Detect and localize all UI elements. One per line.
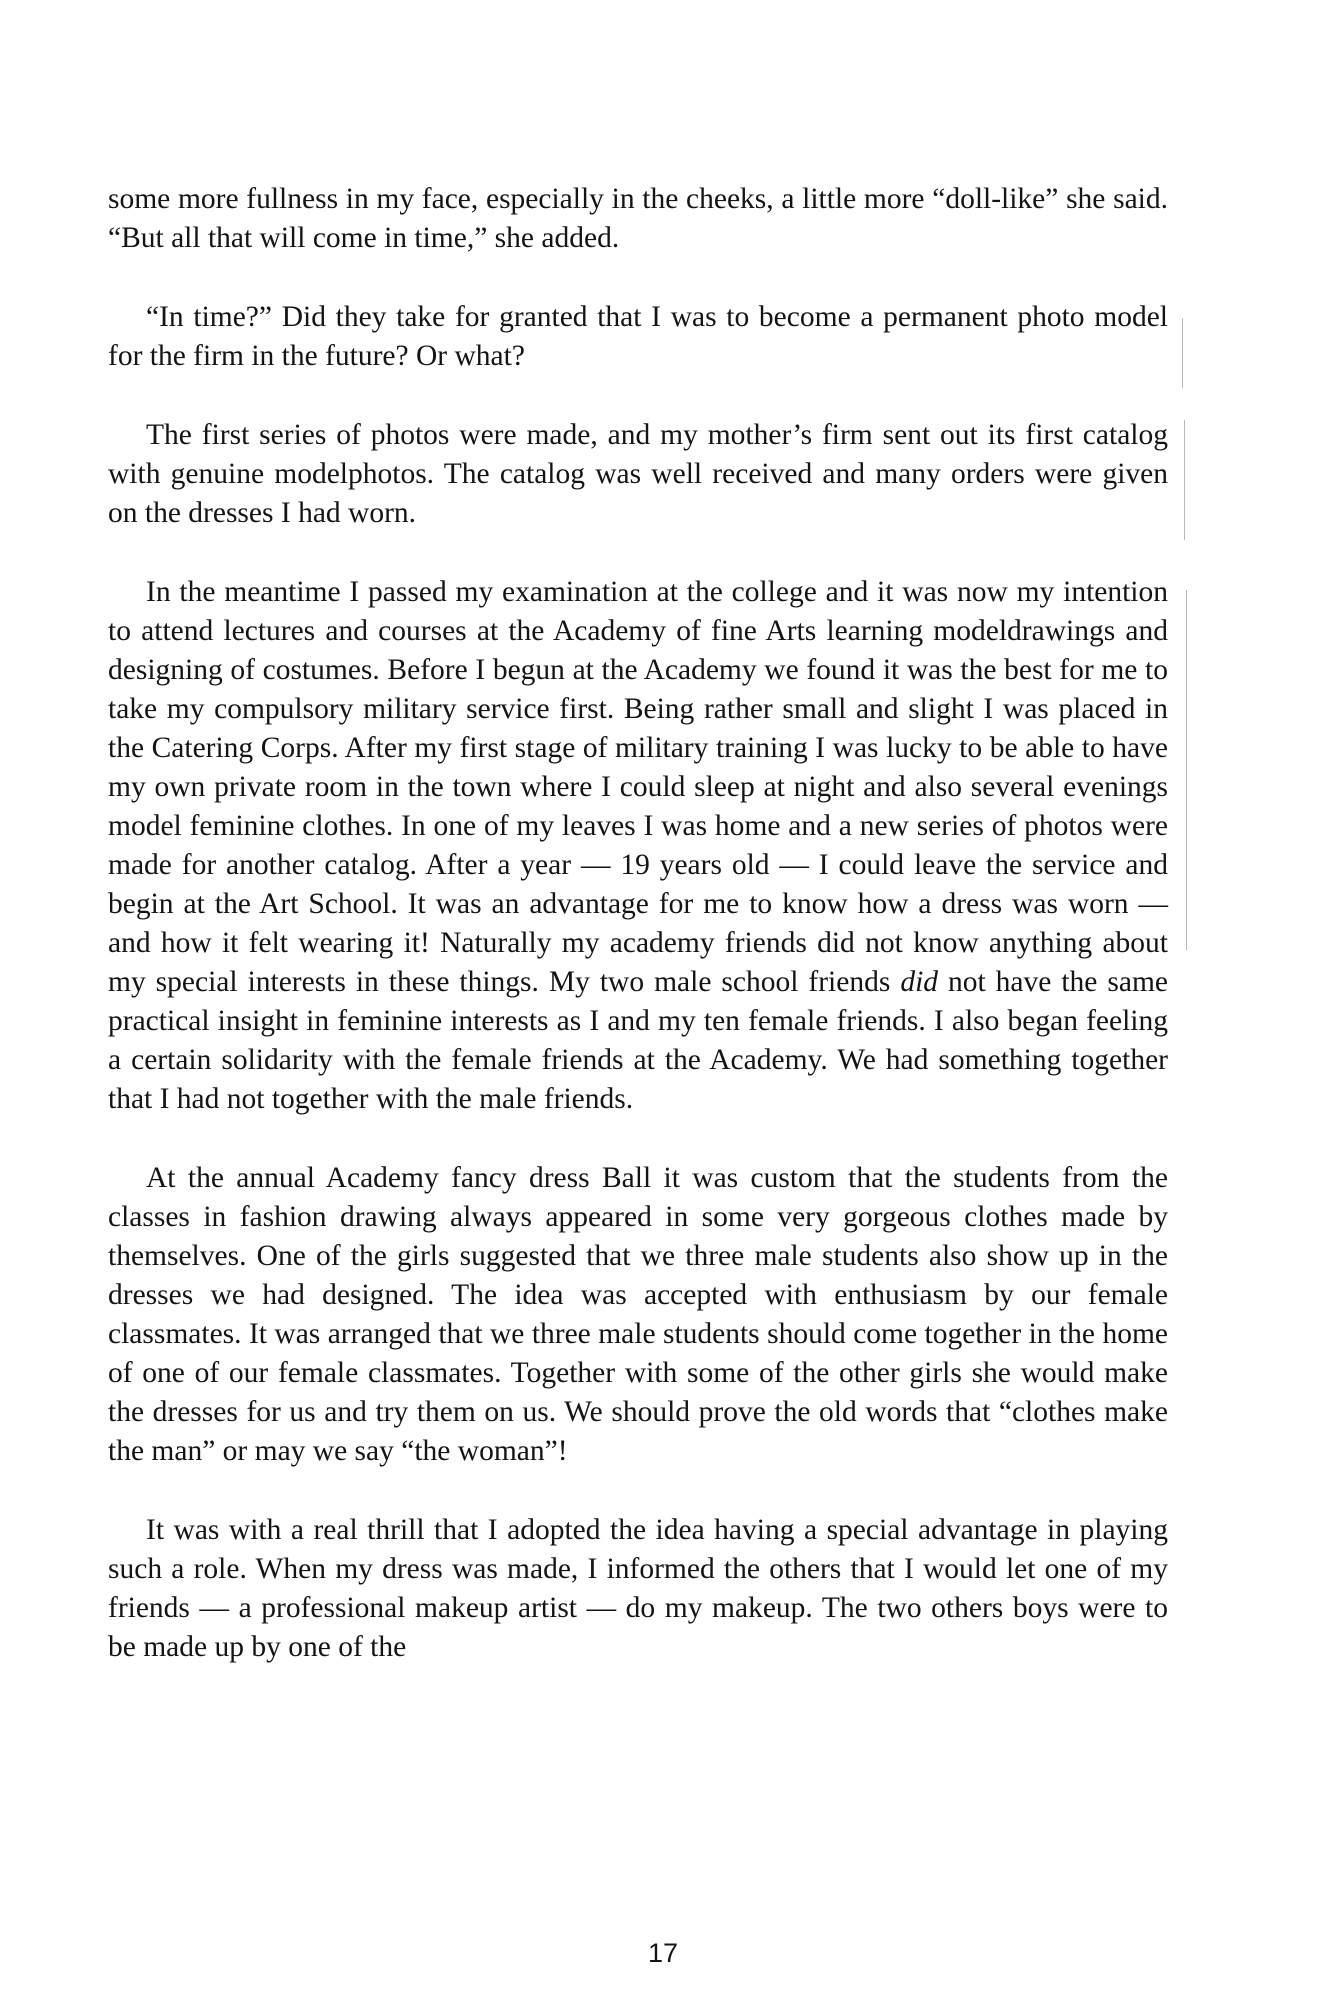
scan-margin-line [1182, 318, 1183, 388]
paragraph-2: “In time?” Did they take for granted that I was to become a permanent photo model for the firm in the future? Or what? [108, 301, 1168, 372]
paragraph-4 [108, 573, 1168, 1119]
scan-margin-line [1184, 420, 1185, 540]
paragraph-3: The first series of photos were made, and my mother’s firm sent out its first catalog with genuine modelphotos. The catalog was well received and many orders were given on the dresses I had worn. [108, 419, 1168, 529]
page-number: 17 [647, 1938, 679, 1968]
paragraph-6: It was with a real thrill that I adopted the idea having a special advantage in playing such a role. When my dress was made, I informed the others that I would let one of my friends — a professional makeup artist — do my makeup. The two others boys were to be made up by one of the [108, 1514, 1168, 1663]
paragraph-4-part-1: In the meantime I passed my examination at the college and it was now my intention to attend lectures and courses at the Academy of fine Arts learning modeldrawings and designing of costumes. Before I begun at the Academy we found it was the best for me to take my compulsory military service first. Being rather small and slight I was placed in the Catering Corps. After my first stage of military training I was lucky to be able to have my own private room in the town where I could sleep at night and also several evenings model feminine clothes. In one of my leaves I was home and a new series of photos were made for another catalog. After a year — 19 years old — I could leave the service and begin at the Art School. It was an advantage for me to know how a dress was worn — and how it felt wearing it! Naturally my academy friends did not know anything about my special interests in these things. My two male school friends [108, 576, 1168, 998]
paragraph-4-part-2: not have the same practical insight in feminine interests as I and my ten female friends. I also began feeling a certain solidarity with the female friends at the Academy. We had something together that I had not together with the male friends. [108, 966, 1168, 1115]
scan-margin-line [1186, 590, 1187, 950]
body-text [108, 180, 1168, 1707]
paragraph-4-italic-word: did [900, 966, 939, 998]
paragraph-5: At the annual Academy fancy dress Ball it was custom that the students from the classes in fashion drawing always appeared in some very gorgeous clothes made by themselves. One of the girls suggested that we three male students also show up in the dresses we had designed. The idea was accepted with enthusiasm by our female classmates. It was arranged that we three male students should come together in the home of one of our female classmates. Together with some of the other girls she would make the dresses for us and try them on us. We should prove the old words that “clothes make the man” or may we say “the woman”! [108, 1162, 1168, 1467]
paragraph-1: some more fullness in my face, especially in the cheeks, a little more “doll-like” she said. “But all that will come in time,” she added. [108, 183, 1168, 254]
